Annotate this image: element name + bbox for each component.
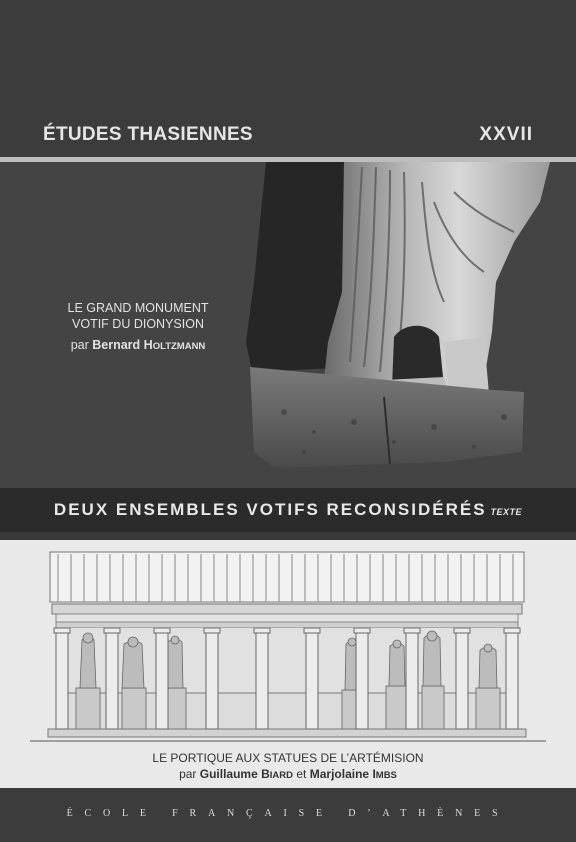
- part1-title-line2: VOTIF DU DIONYSION: [72, 317, 204, 331]
- series-title: ÉTUDES THASIENNES: [43, 124, 253, 145]
- part1-author-name: [92, 338, 205, 352]
- publisher-name: ÉCOLE FRANÇAISE D’ATHÈNES: [66, 808, 510, 819]
- part2-panel: [0, 540, 576, 788]
- part2-author2-first: Marjolaine: [309, 767, 370, 781]
- series-row: [0, 124, 576, 150]
- part1-title-line1: LE GRAND MONUMENT: [67, 301, 209, 315]
- sculpture-photo: [244, 162, 554, 472]
- part1-author: [0, 337, 276, 355]
- part1-caption: [0, 300, 276, 355]
- main-title-text: DEUX ENSEMBLES VOTIFS RECONSIDÉRÉS: [53, 500, 487, 519]
- main-title-band: [0, 488, 576, 532]
- part2-author1: [200, 767, 293, 781]
- main-title-tag: TEXTE: [490, 507, 523, 517]
- part1-author-last-rest: OLTZMANN: [152, 341, 206, 352]
- part2-authors: [0, 766, 576, 784]
- part2-author1-last-initial: B: [261, 767, 270, 781]
- header-band: [0, 0, 576, 157]
- part2-author1-first: Guillaume: [199, 767, 258, 781]
- portico-drawing: [30, 548, 546, 746]
- part1-author-first: Bernard: [92, 338, 141, 352]
- footer-band: [0, 788, 576, 842]
- volume-number: XXVII: [479, 124, 533, 145]
- part2-by: par: [179, 767, 197, 781]
- part2-title: LE PORTIQUE AUX STATUES DE L’ARTÉMISION: [152, 751, 424, 765]
- part2-and: et: [296, 767, 307, 781]
- part2-author1-last-rest: IARD: [269, 770, 294, 781]
- part1-by: par: [70, 338, 89, 352]
- part2-caption: [0, 750, 576, 784]
- part2-author2-last-rest: MBS: [375, 770, 397, 781]
- part2-author2-last-initial: I: [372, 767, 376, 781]
- part1-author-last-initial: H: [143, 338, 153, 352]
- main-title: [0, 488, 576, 534]
- part2-author2: [310, 767, 397, 781]
